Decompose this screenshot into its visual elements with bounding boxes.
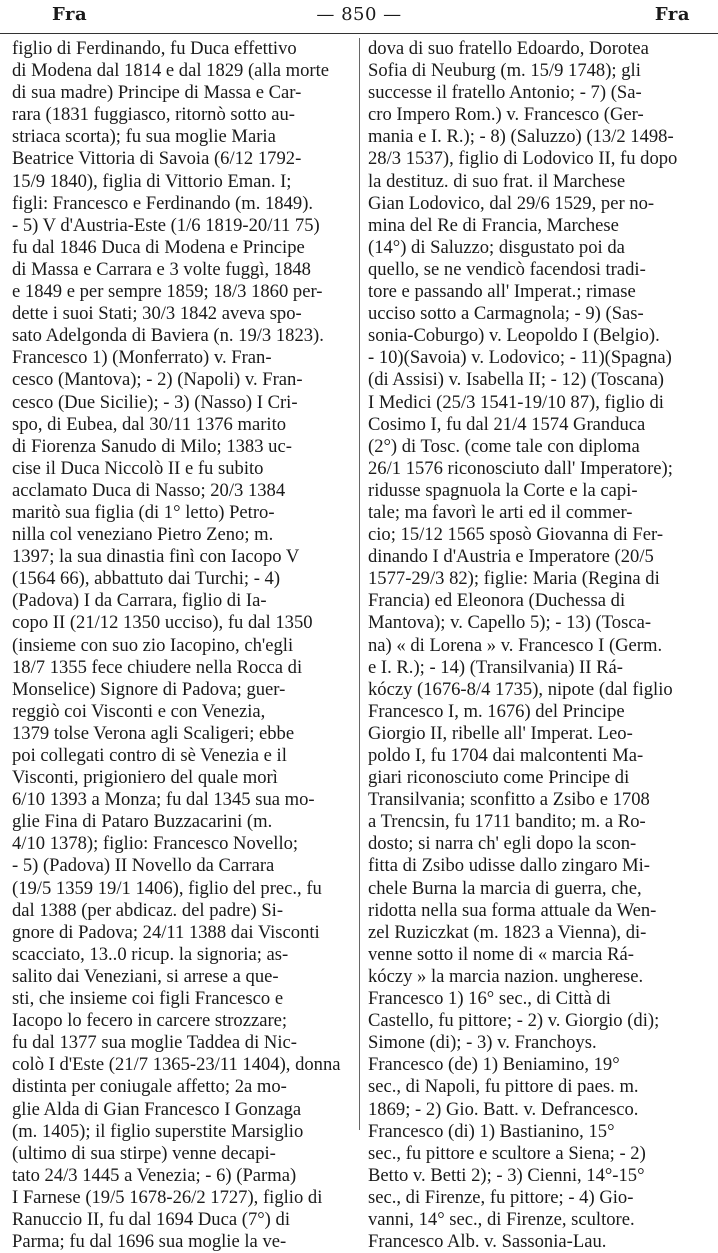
page-number: — 850 — (316, 4, 402, 25)
text-line: rara (1831 fuggiasco, ritornò sotto au- (12, 104, 295, 126)
text-line: (1564 66), abbattuto dai Turchi; - 4) (12, 568, 281, 590)
running-head-right: Fra (654, 4, 690, 25)
text-line: mania e I. R.); - 8) (Saluzzo) (13/2 1498- (368, 126, 674, 148)
text-line: ucciso sotto a Carmagnola; - 9) (Sas- (368, 303, 644, 325)
text-line: poldo I, fu 1704 dai malcontenti Ma- (368, 745, 644, 766)
text-line: cise il Duca Niccolò II e fu subito (12, 457, 264, 479)
text-line: 1397; la sua dinastia finì con Iacopo V (12, 546, 300, 568)
text-line: successe il fratello Antonio; - 7) (Sa- (368, 82, 642, 104)
text-line: - 10)(Savoia) v. Lodovico; - 11)(Spagna) (368, 347, 672, 369)
text-line: Simone (di); - 3) v. Franchoys. (368, 1032, 597, 1054)
text-line: scacciato, 13..0 ricup. la signoria; as- (12, 943, 289, 965)
text-line: tato 24/3 1445 a Venezia; - 6) (Parma) (12, 1164, 297, 1186)
text-line: (19/5 1359 19/1 1406), figlio del prec., fu (12, 877, 322, 899)
text-line: (m. 1405); il figlio superstite Marsiglio (12, 1120, 304, 1142)
text-line: Visconti, prigioniero del quale morì (12, 767, 278, 789)
page-header (0, 0, 718, 34)
text-line: la destituz. di suo frat. il Marchese (368, 170, 626, 192)
text-line: di Massa e Carrara e 3 volte fuggì, 1848 (12, 258, 311, 280)
text-line: sec., di Napoli, fu pittore di paes. m. (368, 1076, 639, 1098)
text-line: mina del Re di Francia, Marchese (368, 214, 619, 236)
text-line: giari riconosciuto come Principe di (368, 767, 630, 789)
text-line: ridusse spagnuola la Corte e la capi- (368, 479, 638, 501)
text-line: (Padova) I da Carrara, figlio di Ia- (12, 590, 267, 612)
text-line: reggiò coi Visconti e con Venezia, (12, 700, 266, 722)
text-line: Iacopo lo fecero in carcere strozzare; (12, 1010, 288, 1032)
text-line: - 5) (Padova) II Novello da Carrara (12, 855, 275, 877)
text-line: 6/10 1393 a Monza; fu dal 1345 sua mo- (12, 789, 315, 811)
text-line: Francesco I, m. 1676) del Principe (368, 700, 625, 722)
text-line: Cosimo I, fu dal 21/4 1574 Granduca (368, 413, 646, 435)
text-line: (2°) di Tosc. (come tale con diploma (368, 435, 640, 457)
text-line: Betto v. Betti 2); - 3) Cienni, 14°-15° (368, 1164, 645, 1186)
text-line: zel Ruziczkat (m. 1823 a Vienna), di- (368, 921, 647, 943)
text-line: sonia-Coburgo) v. Leopoldo I (Belgio). (368, 325, 660, 347)
header-rule (0, 33, 718, 34)
text-line: vanni, 14° sec., di Firenze, scultore. (368, 1208, 635, 1230)
text-line: e 1849 e per sempre 1859; 18/3 1860 per- (12, 281, 323, 303)
text-line: spo, di Eubea, dal 30/11 1376 marito (12, 413, 287, 435)
text-line: di Fiorenza Sanudo di Milo; 1383 uc- (12, 435, 292, 457)
text-line: 26/1 1576 riconosciuto dall' Imperatore); (368, 457, 673, 479)
text-line: maritò sua figlia (di 1° letto) Petro- (12, 501, 275, 523)
text-line: sato Adelgonda di Baviera (n. 19/3 1823). (12, 325, 324, 347)
text-line: (insieme con suo zio Iacopino, ch'egli (12, 634, 294, 656)
text-line: quello, se ne vendicò facendosi tradi- (368, 258, 646, 280)
text-line: cio; 15/12 1565 sposò Giovanna di Fer- (368, 524, 664, 546)
text-line: glie Alda di Gian Francesco I Gonzaga (12, 1098, 302, 1120)
text-line: Mantova); v. Capello 5); - 13) (Tosca- (368, 612, 652, 634)
text-line: (di Assisi) v. Isabella II; - 12) (Toscana) (368, 369, 664, 391)
text-line: dosto; si narra ch' egli dopo la scon- (368, 833, 637, 855)
text-line: tore e passando all' Imperat.; rimase (368, 281, 636, 303)
text-line: Francesco (de) 1) Beniamino, 19° (368, 1054, 620, 1076)
text-line: gnore di Padova; 24/11 1388 dai Visconti (12, 921, 320, 943)
text-line: 15/9 1840), figlia di Vittorio Eman. I; (12, 170, 292, 192)
text-line: di sua madre) Principe di Massa e Car- (12, 82, 302, 104)
text-line: Francesco 1) 16° sec., di Città di (368, 988, 611, 1010)
text-line: 1869; - 2) Gio. Batt. v. Defrancesco. (368, 1098, 639, 1120)
text-line: fu dal 1846 Duca di Modena e Principe (12, 236, 305, 258)
text-line: - 5) V d'Austria-Este (1/6 1819-20/11 75) (12, 214, 320, 236)
text-line: sec., fu pittore e scultore a Siena; - 2) (368, 1142, 646, 1164)
text-line: 1577-29/3 82); figlie: Maria (Regina di (368, 568, 660, 590)
text-line: 28/3 1537), figlio di Lodovico II, fu dopo (368, 148, 678, 170)
text-line: 18/7 1355 fece chiudere nella Rocca di (12, 656, 303, 678)
text-line: sti, che insieme coi figli Francesco e (12, 988, 284, 1010)
text-line: chele Burna la marcia di guerra, che, (368, 877, 642, 899)
text-line: I Farnese (19/5 1678-26/2 1727), figlio di (12, 1186, 323, 1208)
text-line: dal 1388 (per abdicaz. del padre) Si- (12, 899, 284, 921)
text-line: Giorgio II, ribelle all' Imperat. Leo- (368, 722, 633, 744)
text-line: na) « di Lorena » v. Francesco I (Germ. (368, 634, 663, 656)
text-line: fitta di Zsibo udisse dallo zingaro Mi- (368, 855, 650, 877)
text-line: Beatrice Vittoria di Savoia (6/12 1792- (12, 148, 302, 170)
text-line: (14°) di Saluzzo; disgustato poi da (368, 236, 625, 258)
running-head-left: Fra (52, 4, 88, 25)
text-line: kóczy » la marcia nazion. ungherese. (368, 965, 644, 987)
text-line: figlio di Ferdinando, fu Duca effettivo (12, 38, 297, 59)
text-line: distinta per coniugale affetto; 2a mo- (12, 1076, 287, 1098)
text-line: dinando I d'Austria e Imperatore (20/5 (368, 546, 654, 568)
text-line: Francia) ed Eleonora (Duchessa di (368, 590, 626, 612)
text-line: ridotta nella sua forma attuale da Wen- (368, 899, 657, 921)
text-line: fu dal 1377 sua moglie Taddea di Nic- (12, 1032, 297, 1054)
text-line: nilla col veneziano Pietro Zeno; m. (12, 524, 274, 546)
text-line: 4/10 1378); figlio: Francesco Novello; (12, 833, 299, 855)
text-line: Francesco 1) (Monferrato) v. Fran- (12, 347, 272, 369)
text-line: poi collegati contro di sè Venezia e il (12, 745, 287, 766)
text-line: acclamato Duca di Nasso; 20/3 1384 (12, 479, 286, 501)
text-line: I Medici (25/3 1541-19/10 87), figlio di (368, 391, 664, 413)
text-line: striaca scorta); fu sua moglie Maria (12, 126, 276, 148)
text-line: kóczy (1676-8/4 1735), nipote (dal figlio (368, 678, 673, 700)
text-line: glie Fina di Pataro Buzzacarini (m. (12, 811, 273, 833)
text-line: Transilvania; sconfitto a Zsibo e 1708 (368, 789, 650, 811)
text-line: copo II (21/12 1350 ucciso), fu dal 1350 (12, 612, 313, 634)
text-line: dova di suo fratello Edoardo, Dorotea (368, 38, 649, 59)
text-line: Gian Lodovico, dal 29/6 1529, per no- (368, 192, 655, 214)
text-line: Francesco Alb. v. Sassonia-Lau. (368, 1231, 607, 1253)
text-line: figli: Francesco e Ferdinando (m. 1849). (12, 192, 314, 214)
text-line: sec., di Firenze, fu pittore; - 4) Gio- (368, 1186, 634, 1208)
text-line: (ultimo di sua stirpe) venne decapi- (12, 1142, 276, 1164)
text-line: salito dai Veneziani, si arrese a que- (12, 965, 279, 987)
text-line: cro Impero Rom.) v. Francesco (Ger- (368, 104, 644, 126)
text-line: e I. R.); - 14) (Transilvania) II Rá- (368, 656, 623, 678)
text-line: cesco (Mantova); - 2) (Napoli) v. Fran- (12, 369, 303, 391)
text-line: di Modena dal 1814 e dal 1829 (alla morte (12, 60, 330, 82)
text-line: Ranuccio II, fu dal 1694 Duca (7°) di (12, 1208, 290, 1230)
text-line: Monselice) Signore di Padova; guer- (12, 678, 286, 700)
right-column (368, 38, 704, 1253)
left-column (12, 38, 348, 1253)
text-line: Castello, fu pittore; - 2) v. Giorgio (di); (368, 1010, 660, 1032)
column-divider (359, 38, 360, 1130)
text-line: Parma; fu dal 1696 sua moglie la ve- (12, 1231, 287, 1253)
text-line: colò I d'Este (21/7 1365-23/11 1404), donna (12, 1054, 341, 1076)
text-line: tale; ma favorì le arti ed il commer- (368, 501, 633, 523)
text-line: dette i suoi Stati; 30/3 1842 aveva spo- (12, 303, 302, 325)
text-line: Francesco (di) 1) Bastianino, 15° (368, 1120, 615, 1142)
text-line: a Trencsin, fu 1711 bandito; m. a Ro- (368, 811, 646, 833)
text-line: Sofia di Neuburg (m. 15/9 1748); gli (368, 60, 641, 82)
text-line: 1379 tolse Verona agli Scaligeri; ebbe (12, 722, 295, 744)
text-line: venne sotto il nome di « marcia Rá- (368, 943, 634, 965)
text-line: cesco (Due Sicilie); - 3) (Nasso) I Cri- (12, 391, 298, 413)
